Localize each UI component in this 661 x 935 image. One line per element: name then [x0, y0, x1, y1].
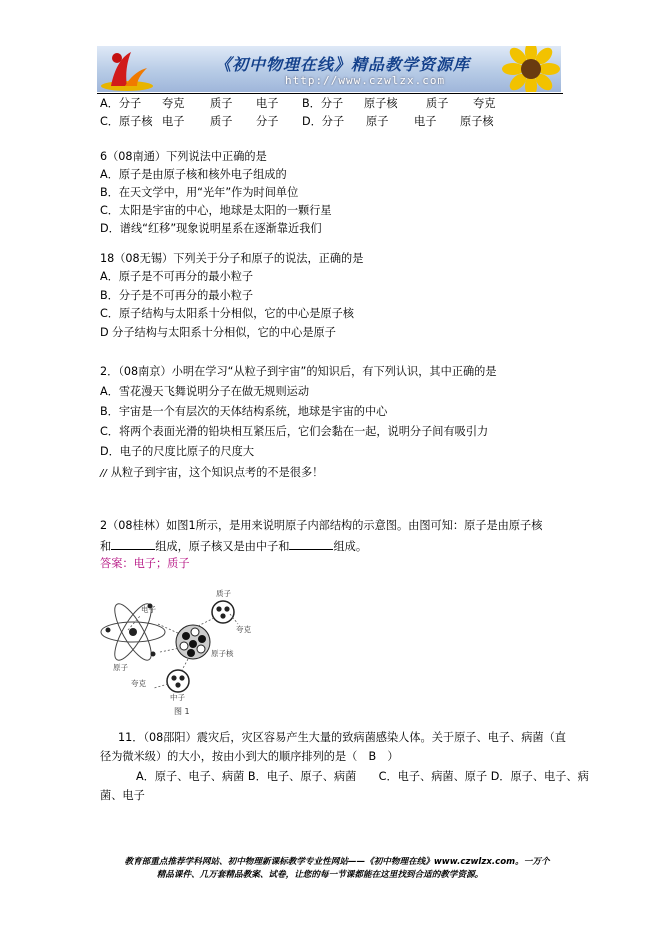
answer-blank-2 — [289, 539, 333, 550]
banner-url[interactable]: http://www.czwlzx.com — [285, 74, 446, 87]
figure-caption: 图 1 — [174, 707, 190, 716]
proton-icon — [212, 601, 234, 623]
q11-stem-1: 11．（08邵阳）震灾后，灾区容易产生大量的致病菌感染人体。关于原子、电子、病菌（直 — [118, 731, 566, 744]
prev-option-d-4: 原子核 — [460, 115, 494, 128]
q6-option-a: A．原子是由原子核和核外电子组成的 — [100, 168, 287, 181]
label-quark-bottom: 夸克 — [131, 679, 146, 688]
q2-nanjing-stem: 2．（08南京）小明在学习“从粒子到宇宙”的知识后，有下列认识，其中正确的是 — [100, 365, 497, 378]
footer-line-1: 教育部重点推荐学科网站、初中物理新课标教学专业性网站——《初中物理在线》www.czwlzx.com。一万个 — [124, 857, 550, 867]
header-banner — [97, 46, 561, 92]
q6-option-b: B．在天文学中，用“光年”作为时间单位 — [100, 186, 299, 199]
prev-option-b-3: 质子 — [426, 97, 449, 110]
prev-option-d-2: 原子 — [366, 115, 389, 128]
q11-options-2: 菌、电子 — [100, 789, 145, 802]
q2-nanjing-option-b: B．宇宙是一个有层次的天体结构系统，地球是宇宙的中心 — [100, 405, 388, 418]
banner-divider — [97, 93, 563, 94]
prev-option-b-4: 夸克 — [473, 97, 496, 110]
prev-option-a-1: A．分子 — [100, 97, 142, 110]
prev-option-b-1: B．分子 — [302, 97, 344, 110]
prev-option-c-4: 分子 — [256, 115, 279, 128]
label-nucleus: 原子核 — [211, 649, 234, 658]
prev-option-b-2: 原子核 — [364, 97, 398, 110]
q6-option-d: D．谱线“红移”现象说明星系在逐渐靠近我们 — [100, 222, 322, 235]
q2-nanjing-option-d: D．电子的尺度比原子的尺度大 — [100, 445, 255, 458]
prev-option-a-2: 夸克 — [162, 97, 185, 110]
footer-line-2: 精品课件、几万套精品教案、试卷，让您的每一节课都能在这里找到合适的教学资源。 — [156, 870, 484, 880]
comment-mark: // — [100, 468, 107, 479]
label-atom: 原子 — [113, 663, 128, 672]
prev-option-d-1: D．分子 — [302, 115, 345, 128]
label-proton: 质子 — [216, 589, 231, 598]
q2-nanjing-option-a: A．雪花漫天飞舞说明分子在做无规则运动 — [100, 385, 310, 398]
q18-stem: 18（08无锡）下列关于分子和原子的说法，正确的是 — [100, 252, 364, 265]
q2-guilin-stem-2c: 组成。 — [333, 540, 368, 553]
q11-stem-2: 径为微米级）的大小，按由小到大的顺序排列的是（ B ） — [100, 750, 399, 763]
q2-guilin-answer: 答案：电子；质子 — [100, 557, 190, 570]
q6-option-c: C．太阳是宇宙的中心，地球是太阳的一颗行星 — [100, 204, 332, 217]
answer-blank-1 — [111, 539, 155, 550]
q18-option-b: B．分子是不可再分的最小粒子 — [100, 289, 254, 302]
banner-title: 《初中物理在线》精品教学资源库 — [215, 55, 471, 74]
prev-option-c-3: 质子 — [210, 115, 233, 128]
q2-nanjing-note: 从粒子到宇宙，这个知识点考的不是很多！ — [110, 466, 324, 479]
q2-nanjing-option-c: C．将两个表面光滑的铅块相互紧压后，它们会黏在一起，说明分子间有吸引力 — [100, 425, 489, 438]
atom-structure-figure — [98, 584, 268, 719]
q11-options-1: A．原子、电子、病菌 B．电子、原子、病菌 C．电子、病菌、原子 D．原子、电子、病 — [136, 770, 589, 783]
q6-stem: 6（08南通）下列说法中正确的是 — [100, 150, 267, 163]
label-neutron: 中子 — [170, 693, 185, 702]
prev-option-c-1: C．原子核 — [100, 115, 153, 128]
prev-option-c-2: 电子 — [162, 115, 185, 128]
q2-guilin-stem-1: 2（08桂林）如图1所示，是用来说明原子内部结构的示意图。由图可知：原子是由原子核 — [100, 519, 543, 532]
label-electron: 电子 — [141, 605, 156, 614]
q18-option-a: A．原子是不可再分的最小粒子 — [100, 270, 254, 283]
q18-option-d: D 分子结构与太阳系十分相似，它的中心是原子 — [100, 326, 336, 339]
prev-option-a-3: 质子 — [210, 97, 233, 110]
q18-option-c: C．原子结构与太阳系十分相似，它的中心是原子核 — [100, 307, 354, 320]
nucleus-icon — [176, 625, 210, 659]
neutron-icon — [167, 670, 189, 692]
sunflower-icon — [491, 46, 561, 92]
label-quark-top: 夸克 — [236, 625, 251, 634]
q2-nanjing-note-row — [100, 466, 323, 481]
site-logo-icon — [97, 46, 157, 92]
prev-option-a-4: 电子 — [256, 97, 279, 110]
q2-guilin-stem-2b: 组成，原子核又是由中子和 — [155, 540, 290, 553]
q2-guilin-stem-2 — [100, 539, 367, 554]
q2-guilin-stem-2a: 和 — [100, 540, 112, 553]
prev-option-d-3: 电子 — [414, 115, 437, 128]
